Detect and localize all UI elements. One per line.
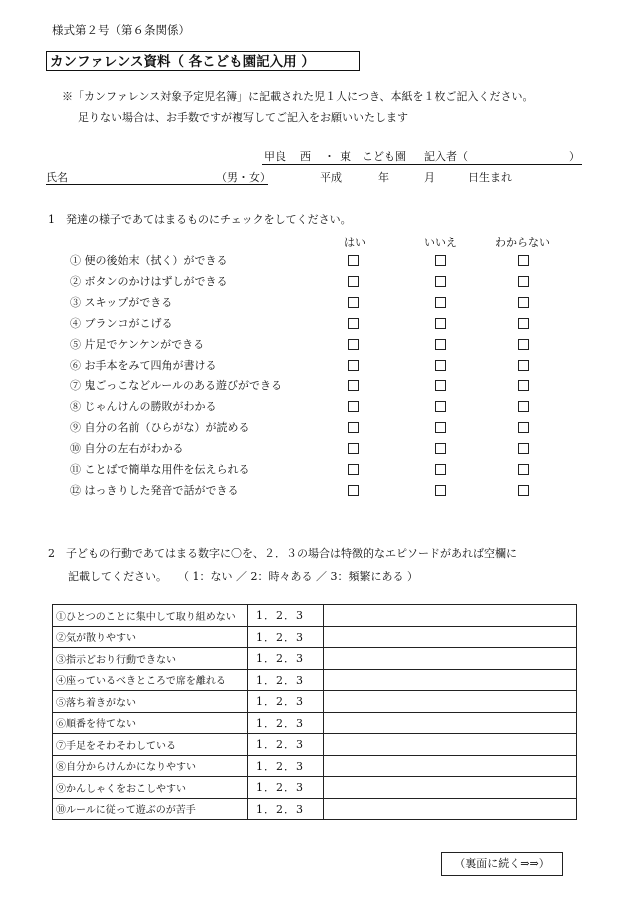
dob-label: 日生まれ	[468, 171, 512, 184]
checklist-item-label: ⑥ お手本をみて四角が書ける	[70, 358, 217, 372]
frequency-scale[interactable]: 1．2．3	[248, 691, 324, 713]
school-west-option[interactable]: 西	[300, 150, 311, 163]
table-row	[53, 691, 577, 713]
checkbox-unknown[interactable]	[518, 380, 529, 391]
checkbox-no[interactable]	[435, 464, 446, 475]
checkbox-yes[interactable]	[348, 255, 359, 266]
table-row	[53, 798, 577, 820]
episode-field[interactable]	[324, 669, 577, 691]
behavior-item: ⑦手足をそわそわしている	[53, 734, 248, 756]
behavior-item: ⑤落ち着きがない	[53, 691, 248, 713]
table-row	[53, 605, 577, 627]
checkbox-unknown[interactable]	[518, 318, 529, 329]
child-name-field[interactable]	[46, 169, 271, 185]
checklist-item-label: ③ スキップができる	[70, 295, 173, 309]
checkbox-yes[interactable]	[348, 401, 359, 412]
episode-field[interactable]	[324, 605, 577, 627]
checkbox-no[interactable]	[435, 276, 446, 287]
checkbox-yes[interactable]	[348, 443, 359, 454]
episode-field[interactable]	[324, 626, 577, 648]
behavior-table	[52, 604, 577, 820]
school-town-label: 甲良	[264, 150, 286, 163]
year-label: 年	[378, 171, 389, 184]
checkbox-yes[interactable]	[348, 318, 359, 329]
checkbox-unknown[interactable]	[518, 360, 529, 371]
checkbox-yes[interactable]	[348, 297, 359, 308]
checkbox-no[interactable]	[435, 443, 446, 454]
checkbox-yes[interactable]	[348, 276, 359, 287]
checklist-item-label: ⑩ 自分の左右がわかる	[70, 442, 184, 456]
episode-field[interactable]	[324, 755, 577, 777]
checklist-item-label: ⑫ はっきりした発音で話ができる	[70, 483, 239, 497]
table-row	[53, 712, 577, 734]
frequency-scale[interactable]: 1．2．3	[248, 777, 324, 799]
form-number: 様式第２号（第６条関係）	[52, 23, 190, 37]
checkbox-no[interactable]	[435, 380, 446, 391]
table-row	[53, 777, 577, 799]
col-no: いいえ	[424, 236, 457, 249]
episode-field[interactable]	[324, 691, 577, 713]
checkbox-no[interactable]	[435, 339, 446, 350]
frequency-scale[interactable]: 1．2．3	[248, 712, 324, 734]
table-row	[53, 734, 577, 756]
section1-heading: 1 発達の様子であてはまるものにチェックをしてください。	[48, 213, 352, 226]
frequency-scale[interactable]: 1．2．3	[248, 648, 324, 670]
writer-close: ）	[569, 150, 580, 163]
instruction-note-1: ※「カンファレンス対象予定児名簿」に記載された児１人につき、本紙を１枚ご記入ください。	[62, 90, 534, 103]
behavior-item: ⑨かんしゃくをおこしやすい	[53, 777, 248, 799]
checklist-item-label: ⑨ 自分の名前（ひらがな）が読める	[70, 421, 250, 435]
checkbox-unknown[interactable]	[518, 255, 529, 266]
page-title: カンファレンス資料（ 各こども園記入用 ）	[46, 51, 360, 71]
table-row	[53, 755, 577, 777]
section2-heading: 2 子どもの行動であてはまる数字に〇を、２．３の場合は特徴的なエピソードがあれば空欄に	[48, 547, 517, 560]
checkbox-yes[interactable]	[348, 360, 359, 371]
school-writer-line[interactable]	[262, 148, 582, 165]
checkbox-unknown[interactable]	[518, 464, 529, 475]
checklist-item-label: ② ボタンのかけはずしができる	[70, 274, 228, 288]
checkbox-unknown[interactable]	[518, 422, 529, 433]
behavior-item: ②気が散りやすい	[53, 626, 248, 648]
episode-field[interactable]	[324, 648, 577, 670]
month-label: 月	[424, 171, 435, 184]
continue-note: （裏面に続く⇒⇒）	[441, 852, 563, 876]
table-row	[53, 669, 577, 691]
sex-selector[interactable]: （男・女）	[216, 171, 271, 184]
table-row	[53, 626, 577, 648]
checkbox-unknown[interactable]	[518, 401, 529, 412]
checkbox-no[interactable]	[435, 360, 446, 371]
checklist-item-label: ⑪ ことばで簡単な用件を伝えられる	[70, 463, 250, 476]
checkbox-no[interactable]	[435, 297, 446, 308]
checkbox-yes[interactable]	[348, 485, 359, 496]
behavior-item: ④座っているべきところで席を離れる	[53, 669, 248, 691]
behavior-item: ③指示どおり行動できない	[53, 648, 248, 670]
episode-field[interactable]	[324, 734, 577, 756]
writer-label: 記入者（	[424, 150, 468, 163]
frequency-scale[interactable]: 1．2．3	[248, 798, 324, 820]
behavior-item: ⑧自分からけんかになりやすい	[53, 755, 248, 777]
school-suffix: こども園	[362, 150, 406, 163]
checklist-item-label: ⑦ 鬼ごっこなどルールのある遊びができる	[70, 379, 283, 393]
episode-field[interactable]	[324, 777, 577, 799]
checkbox-yes[interactable]	[348, 339, 359, 350]
school-east-option[interactable]: 東	[340, 150, 351, 163]
frequency-scale[interactable]: 1．2．3	[248, 669, 324, 691]
checkbox-no[interactable]	[435, 422, 446, 433]
checklist-item-label: ⑧ じゃんけんの勝敗がわかる	[70, 400, 217, 414]
behavior-item: ⑩ルールに従って遊ぶのが苦手	[53, 798, 248, 820]
checkbox-unknown[interactable]	[518, 276, 529, 287]
frequency-scale[interactable]: 1．2．3	[248, 626, 324, 648]
episode-field[interactable]	[324, 798, 577, 820]
frequency-scale[interactable]: 1．2．3	[248, 605, 324, 627]
checklist-item-label: ⑤ 片足でケンケンができる	[70, 337, 205, 351]
behavior-item: ①ひとつのことに集中して取り組めない	[53, 605, 248, 627]
checkbox-no[interactable]	[435, 485, 446, 496]
era-label: 平成	[320, 171, 342, 184]
checkbox-yes[interactable]	[348, 464, 359, 475]
col-yes: はい	[344, 236, 366, 249]
behavior-item: ⑥順番を待てない	[53, 712, 248, 734]
name-label: 氏名	[46, 171, 68, 184]
birthdate-field[interactable]	[318, 169, 540, 184]
checkbox-unknown[interactable]	[518, 485, 529, 496]
instruction-note-2: 足りない場合は、お手数ですが複写してご記入をお願いいたします	[78, 111, 408, 124]
checkbox-no[interactable]	[435, 318, 446, 329]
checkbox-unknown[interactable]	[518, 443, 529, 454]
frequency-scale[interactable]: 1．2．3	[248, 755, 324, 777]
checklist-item-label: ① 便の後始末（拭く）ができる	[70, 254, 228, 267]
checkbox-no[interactable]	[435, 255, 446, 266]
checkbox-unknown[interactable]	[518, 339, 529, 350]
frequency-scale[interactable]: 1．2．3	[248, 734, 324, 756]
checkbox-yes[interactable]	[348, 380, 359, 391]
school-dot: ・	[324, 150, 335, 163]
col-unknown: わからない	[495, 236, 550, 249]
checkbox-unknown[interactable]	[518, 297, 529, 308]
episode-field[interactable]	[324, 712, 577, 734]
checklist-item-label: ④ ブランコがこげる	[70, 316, 173, 330]
checkbox-no[interactable]	[435, 401, 446, 412]
table-row	[53, 648, 577, 670]
checkbox-yes[interactable]	[348, 422, 359, 433]
section2-heading-line2: 記載してください。 （ 1：ない ／ 2：時々ある ／ 3：頻繁にある ）	[68, 570, 418, 583]
